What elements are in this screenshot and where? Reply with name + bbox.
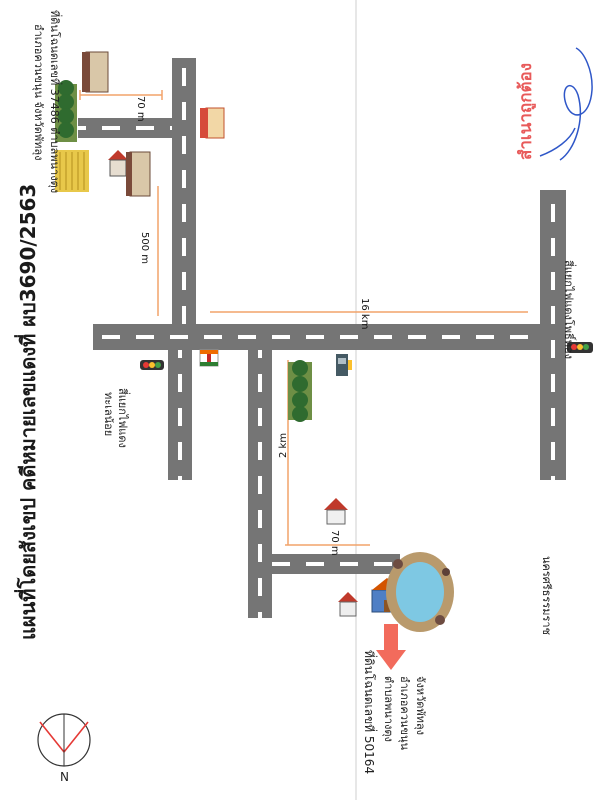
traffic-light-icon bbox=[140, 360, 164, 370]
palm-trees-icon bbox=[288, 360, 312, 422]
arrow-down-icon bbox=[376, 624, 406, 670]
stamp-text: สำเนาถูกต้อง bbox=[516, 62, 536, 160]
bottom-location-line1: ที่ดินโฉนดเลขที่ 50164 bbox=[362, 650, 376, 775]
pond-icon bbox=[386, 552, 454, 632]
bottom-location-line4: จังหวัดพัทลุง bbox=[414, 676, 427, 736]
top-location-line2: อำเภอควนขนุน จังหวัดพัทลุง bbox=[32, 24, 45, 161]
intersection-left-label-2: ทะเลน้อย bbox=[102, 392, 115, 437]
map-title: แผนที่โดยสังเขป คดีหมายเลขแดงที่ ผบ3690/2563 bbox=[16, 183, 40, 640]
intersection-left-label: สี่แยกไฟแดง bbox=[116, 388, 129, 448]
gas-station-icon bbox=[336, 354, 352, 376]
north-label: N bbox=[60, 770, 69, 784]
house-icon bbox=[108, 150, 150, 196]
top-location-line1: ที่ดินโฉนดเลขที่ 37486 ตำบลพนางตุง bbox=[48, 10, 61, 194]
road-icon bbox=[78, 58, 566, 618]
shop-icon bbox=[200, 108, 224, 138]
distance-16km: 16 km bbox=[359, 298, 370, 330]
house-icon bbox=[82, 52, 108, 92]
distance-500m: 500 m bbox=[139, 232, 150, 265]
direction-bottom-right: นครศรีธรรมราช bbox=[540, 556, 553, 636]
house-icon bbox=[324, 498, 348, 524]
signature bbox=[540, 48, 592, 160]
distance-2km: 2 km bbox=[278, 432, 289, 458]
bottom-location-line2: ตำบลพนางตุง bbox=[382, 676, 395, 742]
distance-bottom-70m: 70 m bbox=[329, 530, 340, 556]
distance-top-70m: 70 m bbox=[135, 96, 146, 122]
seven-eleven-icon bbox=[200, 350, 218, 366]
intersection-right-label: สี่แยกไฟแดงโพธิ์ทอง bbox=[562, 260, 575, 359]
bottom-location-line3: อำเภอควนขนุน bbox=[398, 676, 411, 751]
north-compass-icon bbox=[38, 714, 90, 766]
